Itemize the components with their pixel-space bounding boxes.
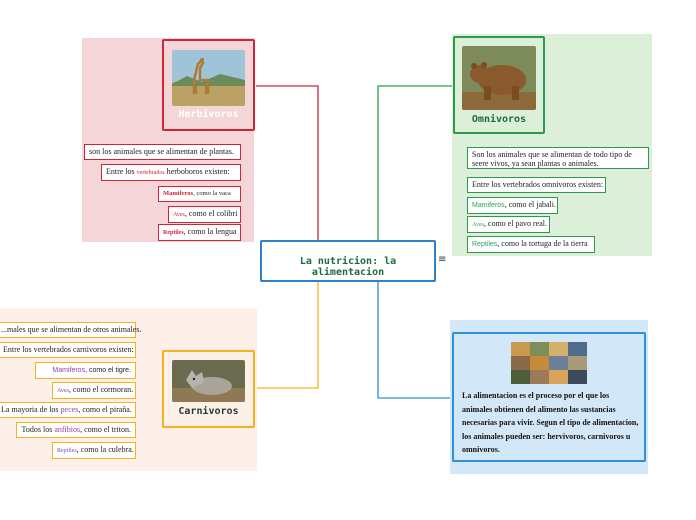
carnivoros-item-4[interactable]: Aves, como el cormoran. [52, 382, 136, 399]
connector-carnivoros [256, 282, 318, 388]
herbivoros-item-5[interactable]: Reptiles, como la lengua [158, 224, 241, 241]
alimentacion-node[interactable] [452, 332, 646, 462]
omnivoros-item-3[interactable]: Mamiferos, como el jabali. [467, 197, 558, 214]
alimentacion-text: La alimentacion es el proceso por el que los animales obtienen del alimento las sustancias necesarias para vivir. Segun el tipo de alimentacion, los animales pueden ser: hervivoros, carnivoros u omnivoros. [462, 391, 639, 454]
carnivoros-item-2[interactable]: Entre los vertebrados carnivoros existen: [0, 342, 136, 358]
carnivoros-item-5[interactable]: La mayoria de los peces, como el piraña. [0, 402, 136, 418]
herbivoros-item-4[interactable]: Aves, como el colibri [168, 206, 241, 223]
carnivoros-title: Carnivoros [178, 406, 239, 417]
wolf-image [172, 360, 245, 402]
herbivoros-item-1[interactable]: son los animales que se alimentan de plantas. [84, 144, 241, 160]
herbivoros-title: Herbivoros [178, 109, 239, 120]
carnivoros-item-7[interactable]: Reptiles, como la culebra. [52, 442, 136, 459]
carnivoros-item-3[interactable]: Mamiferos, como el tigre. [35, 362, 136, 379]
carnivoros-item-6[interactable]: Todos los anfibios, como el triton. [16, 422, 136, 438]
carnivoros-node[interactable] [162, 350, 255, 428]
omnivoros-item-2[interactable]: Entre los vertebrados omnivoros existen: [467, 177, 606, 193]
omnivoros-item-5[interactable]: Reptiles, como la tortuga de la tierra [467, 236, 595, 253]
bear-image [462, 46, 536, 110]
center-node[interactable] [260, 240, 436, 282]
omnivoros-title: Omnivoros [471, 114, 527, 125]
connector-alimentacion [378, 282, 452, 398]
carnivoros-item-1[interactable]: ...males que se alimentan de otros animales. [0, 322, 136, 338]
menu-icon[interactable]: ≡ [438, 254, 447, 265]
omnivoros-item-1[interactable]: Son los animales que se alimentan de todo tipo de seere vivos, ya sean plantas o animales. [467, 147, 649, 169]
herbivoros-item-3[interactable]: Mamiferos, como la vaca [158, 186, 241, 202]
connector-omnivoros [378, 86, 454, 240]
connector-herbivoros [256, 86, 318, 240]
omnivoros-item-4[interactable]: Aves, como el pavo real. [467, 216, 550, 233]
animals-collage-image [511, 342, 587, 384]
herbivoros-node[interactable] [162, 39, 255, 131]
omnivoros-node[interactable] [453, 36, 545, 134]
center-title: La nutricion: la alimentacion [299, 256, 397, 278]
herbivoros-item-2[interactable]: Entre los vertebrados herboboros existen: [101, 164, 241, 181]
giraffe-image [172, 50, 245, 106]
